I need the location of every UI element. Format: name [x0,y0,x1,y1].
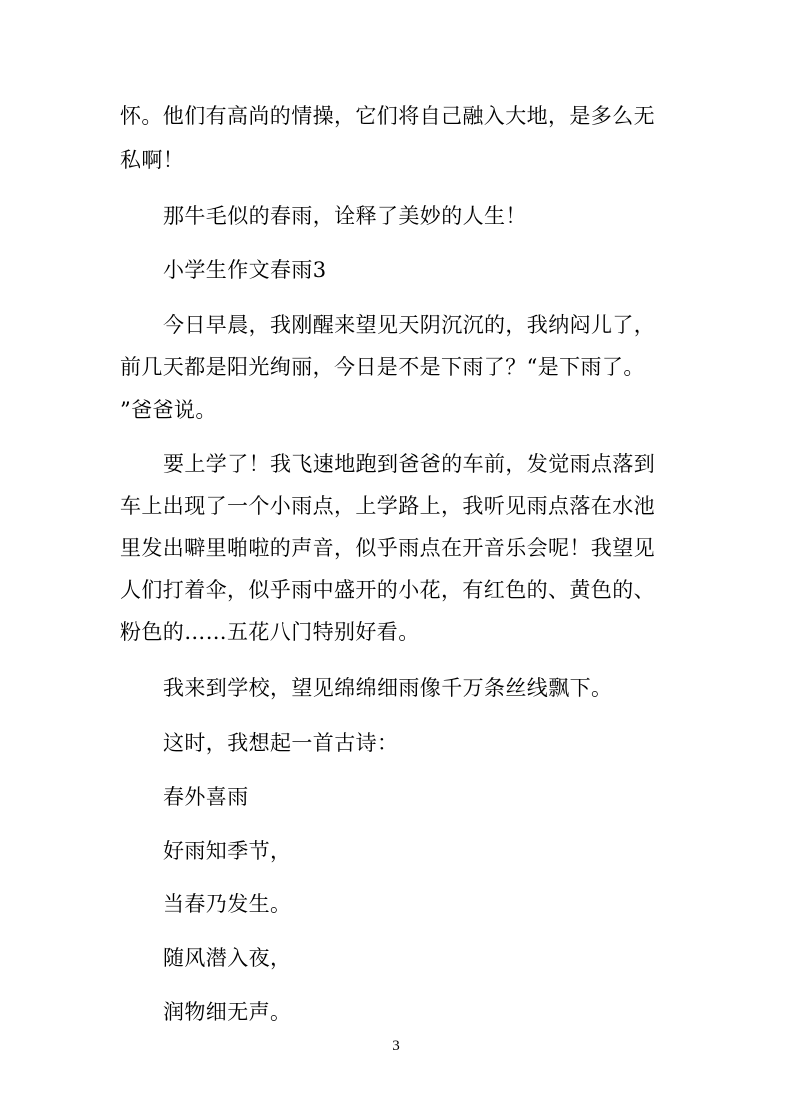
text-line: 要上学了！我飞速地跑到爸爸的车前，发觉雨点落到 [163,452,656,476]
text-line: 这时，我想起一首古诗： [163,731,399,755]
text-line: 今日早晨，我刚醒来望见天阴沉沉的，我纳闷儿了， [163,313,656,337]
text-line: 人们打着伞，似乎雨中盛开的小花，有红色的、黄色的、 [120,578,655,602]
text-line: 里发出噼里啪啦的声音，似乎雨点在开音乐会呢！我望见 [120,536,655,560]
poem-line: 好雨知季节， [163,839,292,863]
text-line: ”爸爸说。 [120,398,217,422]
text-line: 那牛毛似的春雨，诠释了美妙的人生！ [163,204,527,228]
text-line: 车上出现了一个小雨点，上学路上，我听见雨点落在水池 [120,494,655,518]
text-line: 前几天都是阳光绚丽，今日是不是下雨了？“是下雨了。 [120,355,645,379]
text-line: 怀。他们有高尚的情操，它们将自己融入大地，是多么无 [120,104,655,128]
section-title: 小学生作文春雨3 [163,258,327,282]
text-line: 粉色的……五花八门特别好看。 [120,620,420,644]
page-number: 3 [392,1038,400,1054]
poem-line: 随风潜入夜， [163,946,292,970]
poem-line: 润物细无声。 [163,1000,292,1024]
text-line: 私啊！ [120,148,185,172]
poem-line: 当春乃发生。 [163,892,292,916]
text-line: 我来到学校，望见绵绵细雨像千万条丝线飘下。 [163,676,613,700]
poem-title: 春外喜雨 [163,785,249,809]
